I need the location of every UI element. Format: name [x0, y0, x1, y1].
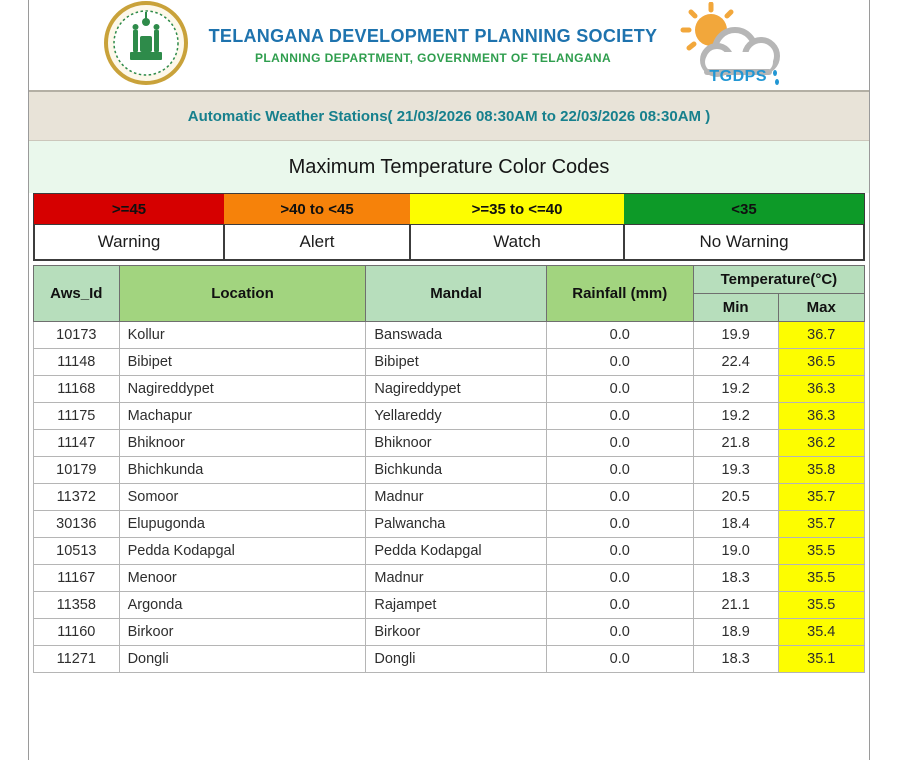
telangana-government-seal-logo [103, 0, 189, 91]
max-temp-cell: 35.5 [778, 565, 864, 592]
table-row [34, 403, 865, 430]
rainfall-cell: 0.0 [546, 349, 693, 376]
location-cell: Somoor [119, 484, 366, 511]
min-temp-cell: 19.2 [693, 403, 778, 430]
legend-label-warning: Warning [34, 224, 224, 260]
table-row [34, 538, 865, 565]
location-cell: Machapur [119, 403, 366, 430]
legend-range-alert: >40 to <45 [224, 194, 410, 224]
location-cell: Bhiknoor [119, 430, 366, 457]
min-temp-cell: 19.9 [693, 322, 778, 349]
rainfall-cell: 0.0 [546, 565, 693, 592]
location-cell: Kollur [119, 322, 366, 349]
weather-stations-table [33, 265, 865, 673]
aws-id-cell: 11271 [34, 646, 120, 673]
col-header-location: Location [119, 266, 366, 322]
mandal-cell: Rajampet [366, 592, 546, 619]
min-temp-cell: 20.5 [693, 484, 778, 511]
tgdps-label: TGDPS [709, 68, 767, 85]
aws-id-cell: 10173 [34, 322, 120, 349]
table-row [34, 592, 865, 619]
mandal-cell: Pedda Kodapgal [366, 538, 546, 565]
max-temp-cell: 35.7 [778, 511, 864, 538]
location-cell: Elupugonda [119, 511, 366, 538]
section-title: Maximum Temperature Color Codes [29, 141, 869, 193]
legend-range-warning: >=45 [34, 194, 224, 224]
col-header-rainfall: Rainfall (mm) [546, 266, 693, 322]
mandal-cell: Banswada [366, 322, 546, 349]
tgdps-weather-logo [677, 2, 795, 88]
aws-id-cell: 11147 [34, 430, 120, 457]
rainfall-cell: 0.0 [546, 619, 693, 646]
table-row [34, 646, 865, 673]
min-temp-cell: 18.3 [693, 565, 778, 592]
legend-label-watch: Watch [410, 224, 624, 260]
min-temp-cell: 19.2 [693, 376, 778, 403]
org-title: TELANGANA DEVELOPMENT PLANNING SOCIETY [208, 25, 658, 46]
rainfall-cell: 0.0 [546, 646, 693, 673]
location-cell: Dongli [119, 646, 366, 673]
mandal-cell: Bhiknoor [366, 430, 546, 457]
location-cell: Birkoor [119, 619, 366, 646]
min-temp-cell: 19.3 [693, 457, 778, 484]
mandal-cell: Yellareddy [366, 403, 546, 430]
masthead [29, 0, 869, 92]
mandal-cell: Palwancha [366, 511, 546, 538]
col-header-temperature: Temperature(°C) [693, 266, 864, 294]
min-temp-cell: 21.1 [693, 592, 778, 619]
max-temp-cell: 35.5 [778, 592, 864, 619]
aws-id-cell: 10513 [34, 538, 120, 565]
table-row [34, 484, 865, 511]
table-row [34, 349, 865, 376]
col-header-min: Min [693, 294, 778, 322]
aws-id-cell: 11372 [34, 484, 120, 511]
rainfall-cell: 0.0 [546, 322, 693, 349]
temperature-color-legend [33, 193, 865, 261]
location-cell: Menoor [119, 565, 366, 592]
max-temp-cell: 36.7 [778, 322, 864, 349]
rainfall-cell: 0.0 [546, 592, 693, 619]
mandal-cell: Nagireddypet [366, 376, 546, 403]
max-temp-cell: 36.2 [778, 430, 864, 457]
rainfall-cell: 0.0 [546, 403, 693, 430]
mandal-cell: Madnur [366, 565, 546, 592]
max-temp-cell: 36.5 [778, 349, 864, 376]
max-temp-cell: 36.3 [778, 403, 864, 430]
aws-id-cell: 10179 [34, 457, 120, 484]
legend-label-no-warning: No Warning [624, 224, 864, 260]
rainfall-cell: 0.0 [546, 430, 693, 457]
min-temp-cell: 18.4 [693, 511, 778, 538]
min-temp-cell: 19.0 [693, 538, 778, 565]
rainfall-cell: 0.0 [546, 457, 693, 484]
min-temp-cell: 18.9 [693, 619, 778, 646]
min-temp-cell: 22.4 [693, 349, 778, 376]
rainfall-cell: 0.0 [546, 511, 693, 538]
rainfall-cell: 0.0 [546, 376, 693, 403]
table-row [34, 511, 865, 538]
max-temp-cell: 35.1 [778, 646, 864, 673]
legend-range-no-warning: <35 [624, 194, 864, 224]
aws-id-cell: 11168 [34, 376, 120, 403]
location-cell: Bhichkunda [119, 457, 366, 484]
mandal-cell: Bibipet [366, 349, 546, 376]
col-header-mandal: Mandal [366, 266, 546, 322]
rainfall-cell: 0.0 [546, 538, 693, 565]
aws-id-cell: 11167 [34, 565, 120, 592]
legend-labels-row [34, 224, 864, 260]
table-row [34, 430, 865, 457]
masthead-titles [209, 25, 658, 66]
mandal-cell: Madnur [366, 484, 546, 511]
mandal-cell: Bichkunda [366, 457, 546, 484]
col-header-aws-id: Aws_Id [34, 266, 120, 322]
max-temp-cell: 35.7 [778, 484, 864, 511]
table-header [34, 266, 865, 322]
rainfall-cell: 0.0 [546, 484, 693, 511]
aws-id-cell: 11148 [34, 349, 120, 376]
mandal-cell: Birkoor [366, 619, 546, 646]
mandal-cell: Dongli [366, 646, 546, 673]
legend-label-alert: Alert [224, 224, 410, 260]
table-row [34, 376, 865, 403]
max-temp-cell: 35.8 [778, 457, 864, 484]
table-row [34, 457, 865, 484]
location-cell: Argonda [119, 592, 366, 619]
legend-range-watch: >=35 to <=40 [410, 194, 624, 224]
table-row [34, 322, 865, 349]
col-header-max: Max [778, 294, 864, 322]
location-cell: Bibipet [119, 349, 366, 376]
table-body [34, 322, 865, 673]
page-container [28, 0, 870, 760]
aws-date-banner: Automatic Weather Stations( 21/03/2026 08:30AM to 22/03/2026 08:30AM ) [29, 92, 869, 141]
max-temp-cell: 36.3 [778, 376, 864, 403]
max-temp-cell: 35.5 [778, 538, 864, 565]
aws-id-cell: 30136 [34, 511, 120, 538]
aws-id-cell: 11160 [34, 619, 120, 646]
table-row [34, 565, 865, 592]
aws-id-cell: 11358 [34, 592, 120, 619]
location-cell: Nagireddypet [119, 376, 366, 403]
legend-ranges-row [34, 194, 864, 224]
table-row [34, 619, 865, 646]
aws-id-cell: 11175 [34, 403, 120, 430]
max-temp-cell: 35.4 [778, 619, 864, 646]
location-cell: Pedda Kodapgal [119, 538, 366, 565]
org-subtitle: PLANNING DEPARTMENT, GOVERNMENT OF TELANGANA [254, 51, 612, 66]
min-temp-cell: 21.8 [693, 430, 778, 457]
min-temp-cell: 18.3 [693, 646, 778, 673]
